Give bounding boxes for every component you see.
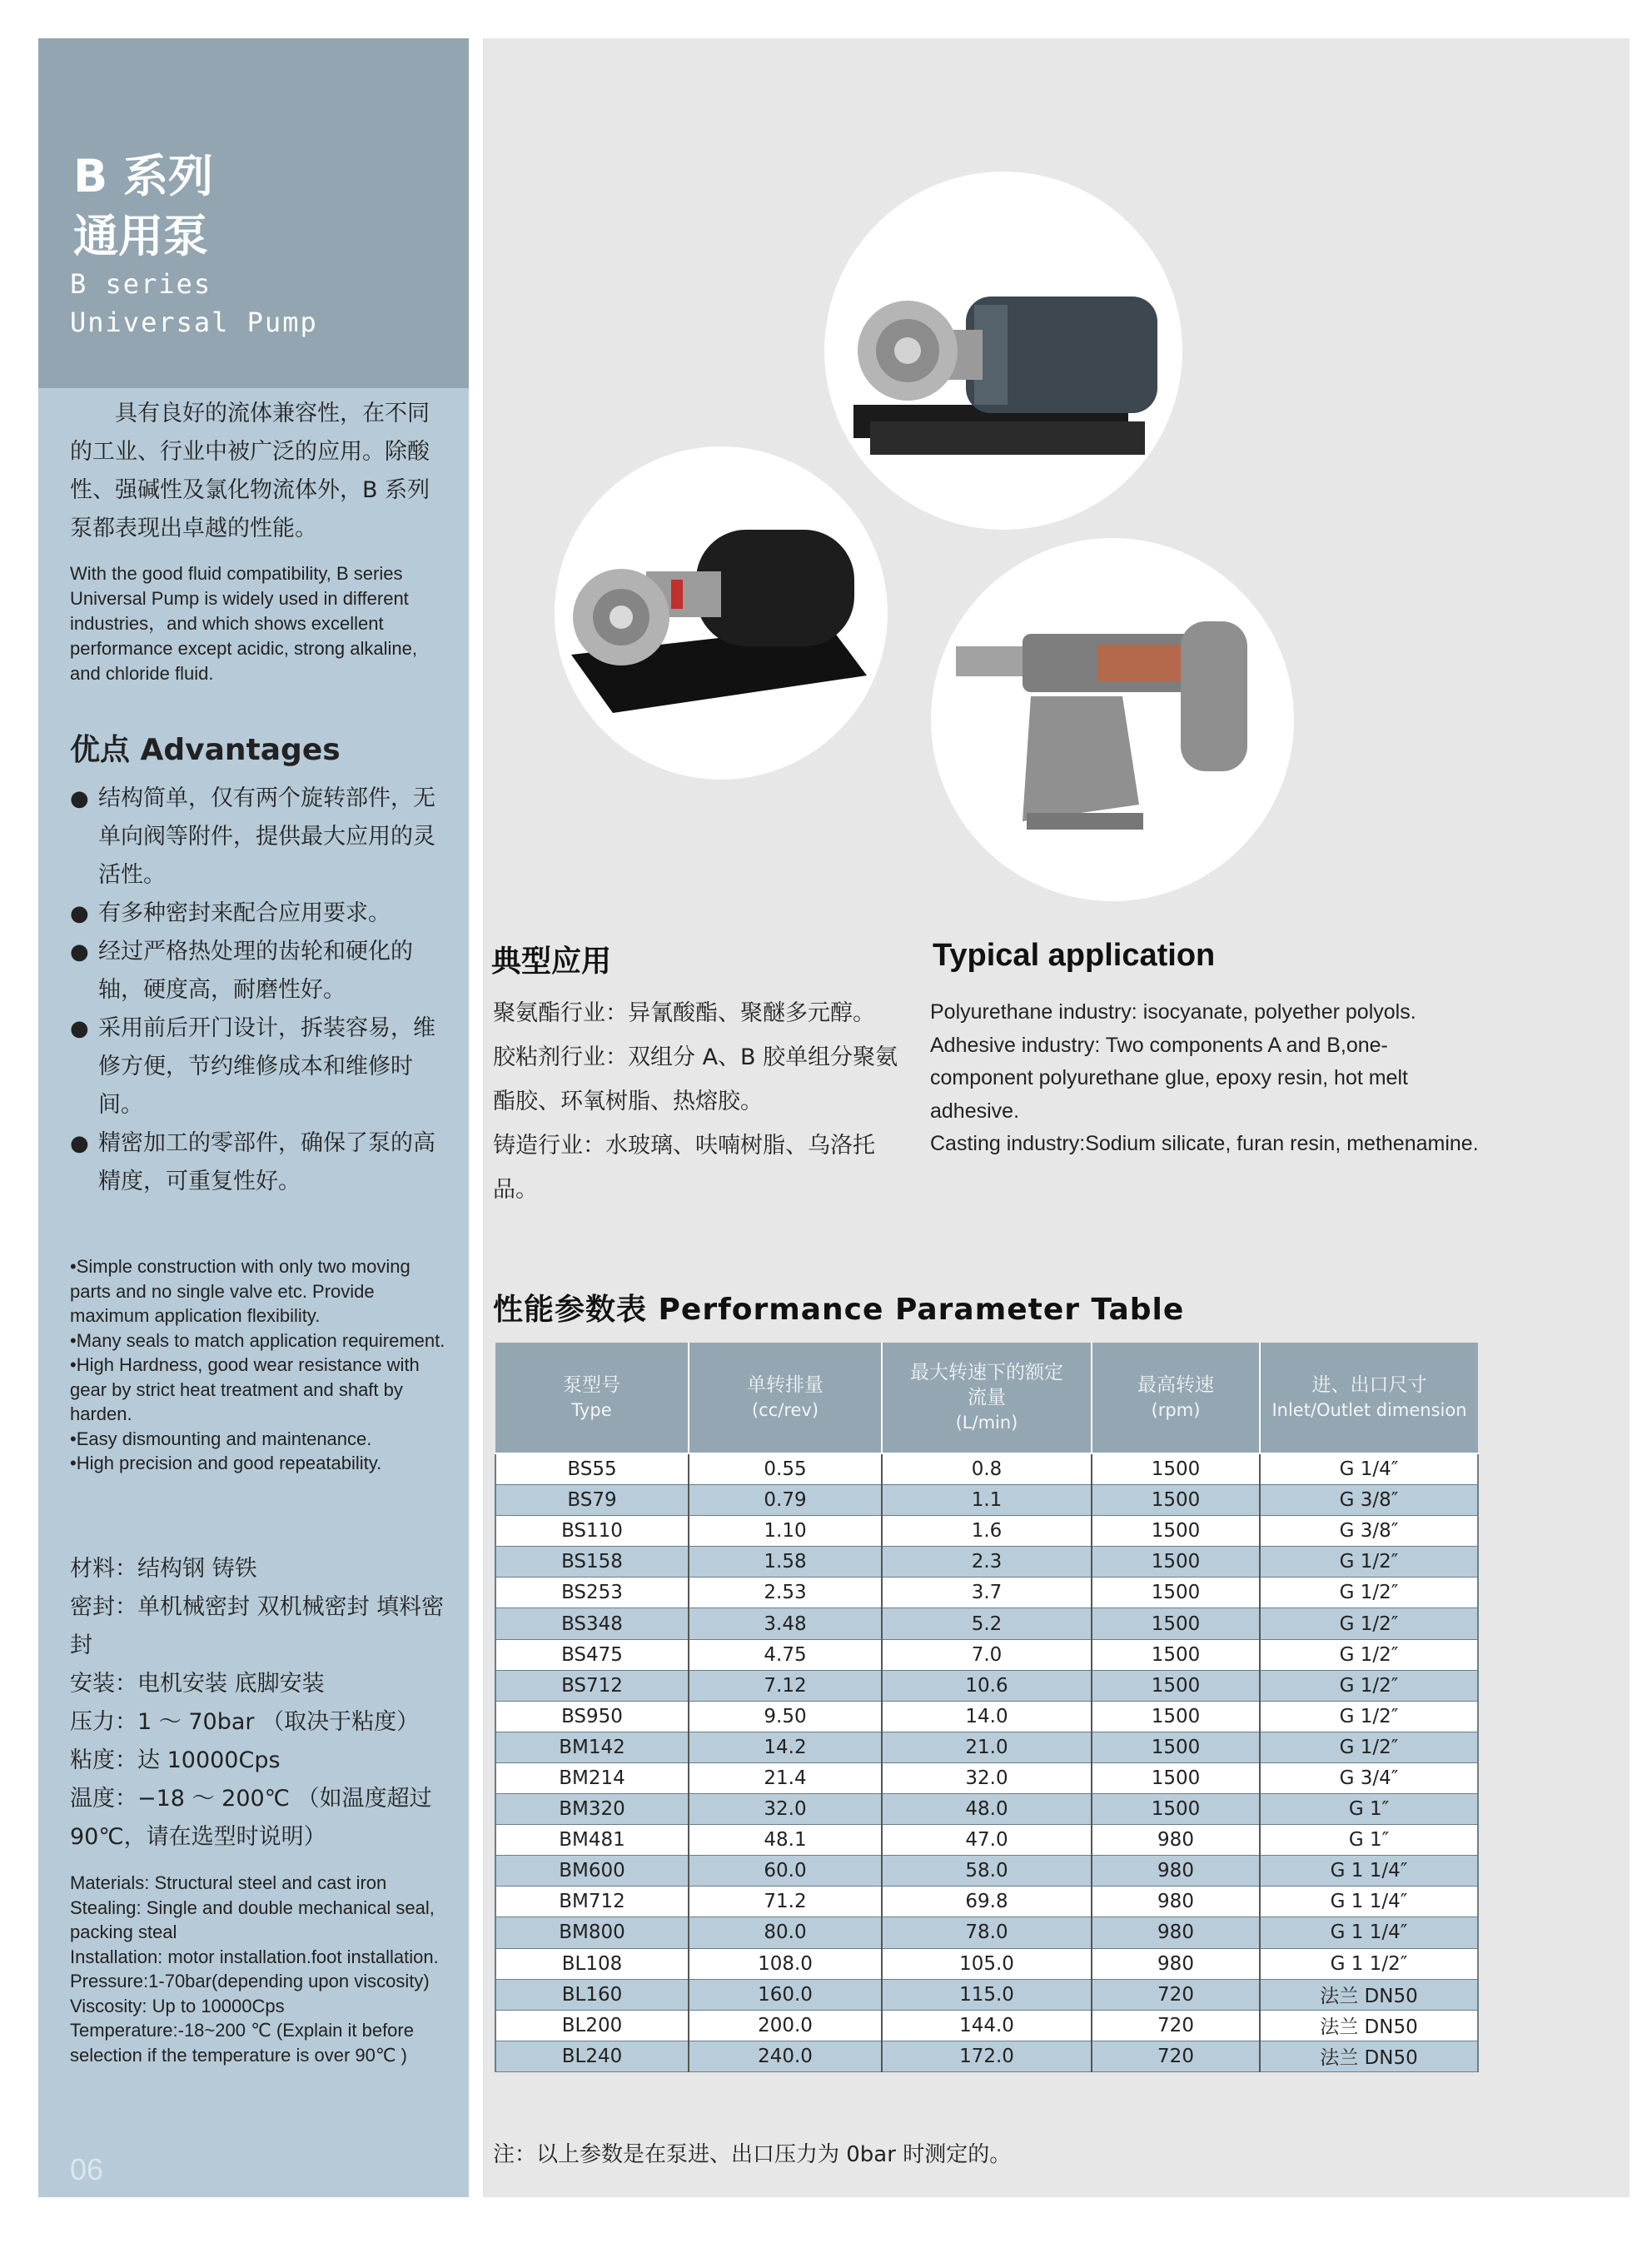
table-cell: 1.6 bbox=[882, 1516, 1092, 1547]
table-row bbox=[495, 2041, 1478, 2071]
page-title-zh bbox=[73, 147, 213, 267]
table-cell: 60.0 bbox=[689, 1856, 882, 1887]
table-cell: 7.0 bbox=[882, 1639, 1092, 1670]
table-title: 性能参数表 Performance Parameter Table bbox=[493, 1293, 1185, 1327]
table-row bbox=[495, 1887, 1478, 1917]
specs-en bbox=[70, 1871, 457, 2067]
header-zh: 最高转速 bbox=[1137, 1374, 1214, 1396]
advantage-en-item: •High Hardness, good wear resistance with gear by strict heat treatment and shaft by harden. bbox=[70, 1354, 420, 1424]
header-en: (rpm) bbox=[1151, 1400, 1201, 1420]
pump-black-motor-photo bbox=[555, 446, 888, 780]
advantage-item: ● 采用前后开门设计，拆装容易，维修方便，节约维修成本和维修时间。 bbox=[70, 1009, 453, 1124]
table-row bbox=[495, 1762, 1478, 1793]
header-zh: 泵型号 bbox=[563, 1374, 620, 1396]
table-cell: G 1/2″ bbox=[1260, 1732, 1478, 1762]
pump-cutaway-photo bbox=[931, 538, 1294, 901]
table-row bbox=[495, 1856, 1478, 1887]
table-cell: G 1/2″ bbox=[1260, 1608, 1478, 1639]
table-cell: G 1/2″ bbox=[1260, 1578, 1478, 1608]
intro-zh bbox=[70, 395, 449, 548]
table-cell: 980 bbox=[1092, 1825, 1260, 1856]
table-row bbox=[495, 1948, 1478, 1979]
header-en: (L/min) bbox=[955, 1413, 1018, 1433]
table-cell: 1500 bbox=[1092, 1794, 1260, 1825]
table-cell: BL160 bbox=[495, 1979, 689, 2010]
table-cell: 1.58 bbox=[689, 1547, 882, 1578]
table-cell: BM600 bbox=[495, 1856, 689, 1887]
table-cell: G 1/2″ bbox=[1260, 1701, 1478, 1732]
table-cell: G 1″ bbox=[1260, 1825, 1478, 1856]
table-row bbox=[495, 1453, 1478, 1485]
table-cell: 108.0 bbox=[689, 1948, 882, 1979]
table-cell: G 1″ bbox=[1260, 1794, 1478, 1825]
advantage-en-item: •High precision and good repeatability. bbox=[70, 1453, 382, 1473]
spec-zh-item: 压力：1 ～ 70bar （取决于粘度） bbox=[70, 1709, 420, 1735]
table-cell: BM320 bbox=[495, 1794, 689, 1825]
spec-en-item: Installation: motor installation.foot installation. bbox=[70, 1946, 439, 1967]
performance-table bbox=[495, 1343, 1479, 2072]
specs-zh bbox=[70, 1550, 457, 1857]
advantage-en-item: •Many seals to match application requirement. bbox=[70, 1329, 445, 1351]
table-cell: 980 bbox=[1092, 1948, 1260, 1979]
title-en-line1: B series bbox=[70, 268, 212, 300]
spec-en-item: Viscosity: Up to 10000Cps bbox=[70, 1995, 285, 2016]
table-cell: 21.4 bbox=[689, 1762, 882, 1793]
pump-cutaway-illustration bbox=[931, 538, 1294, 901]
table-cell: BS348 bbox=[495, 1608, 689, 1639]
table-cell: 69.8 bbox=[882, 1887, 1092, 1917]
table-cell: BM214 bbox=[495, 1762, 689, 1793]
page-title-en bbox=[70, 265, 318, 341]
table-cell: 980 bbox=[1092, 1856, 1260, 1887]
application-zh bbox=[493, 991, 909, 1212]
table-cell: 1500 bbox=[1092, 1485, 1260, 1516]
table-row bbox=[495, 1794, 1478, 1825]
table-cell: 1500 bbox=[1092, 1453, 1260, 1485]
table-cell: G 1 1/2″ bbox=[1260, 1948, 1478, 1979]
table-cell: 1500 bbox=[1092, 1670, 1260, 1701]
table-body bbox=[495, 1453, 1478, 2071]
table-cell: BM142 bbox=[495, 1732, 689, 1762]
table-cell: G 1/4″ bbox=[1260, 1453, 1478, 1485]
table-header-cell bbox=[882, 1343, 1092, 1453]
advantage-item: ● 结构简单，仅有两个旋转部件，无单向阀等附件，提供最大应用的灵活性。 bbox=[70, 780, 453, 895]
table-cell: 21.0 bbox=[882, 1732, 1092, 1762]
intro-en: With the good fluid compatibility, B series Universal Pump is widely used in different industries，and which shows excellent performance except acidic, strong alkaline, and chloride fluid. bbox=[70, 563, 417, 684]
table-header-row bbox=[495, 1343, 1478, 1453]
table-cell: BL240 bbox=[495, 2041, 689, 2071]
header-en: Type bbox=[571, 1400, 612, 1420]
table-cell: 32.0 bbox=[882, 1762, 1092, 1793]
advantage-item: ● 经过严格热处理的齿轮和硬化的轴，硬度高，耐磨性好。 bbox=[70, 933, 453, 1009]
table-cell: 48.1 bbox=[689, 1825, 882, 1856]
table-cell: BS253 bbox=[495, 1578, 689, 1608]
table-cell: 3.7 bbox=[882, 1578, 1092, 1608]
table-row bbox=[495, 1608, 1478, 1639]
table-cell: 78.0 bbox=[882, 1917, 1092, 1948]
table-cell: 14.0 bbox=[882, 1701, 1092, 1732]
table-row bbox=[495, 1825, 1478, 1856]
table-cell: G 1/2″ bbox=[1260, 1670, 1478, 1701]
table-cell: 1.10 bbox=[689, 1516, 882, 1547]
table-cell: BS158 bbox=[495, 1547, 689, 1578]
table-row bbox=[495, 1516, 1478, 1547]
table-cell: 1500 bbox=[1092, 1547, 1260, 1578]
table-cell: 200.0 bbox=[689, 2010, 882, 2041]
table-cell: 7.12 bbox=[689, 1670, 882, 1701]
advantages-heading: 优点 Advantages bbox=[70, 733, 341, 767]
spec-zh-item: 粘度：达 10000Cps bbox=[70, 1747, 281, 1773]
table-header-cell bbox=[1260, 1343, 1478, 1453]
table-cell: 2.3 bbox=[882, 1547, 1092, 1578]
table-cell: 2.53 bbox=[689, 1578, 882, 1608]
table-cell: 1500 bbox=[1092, 1608, 1260, 1639]
application-zh-line: 铸造行业：水玻璃、呋喃树脂、乌洛托品。 bbox=[493, 1133, 875, 1203]
table-cell: 58.0 bbox=[882, 1856, 1092, 1887]
advantage-en-item: •Simple construction with only two moving parts and no single valve etc. Provide maximum application flexibility. bbox=[70, 1256, 411, 1326]
table-cell: 0.8 bbox=[882, 1453, 1092, 1485]
table-cell: G 3/8″ bbox=[1260, 1516, 1478, 1547]
table-row bbox=[495, 1578, 1478, 1608]
table-row bbox=[495, 1979, 1478, 2010]
table-cell: BS110 bbox=[495, 1516, 689, 1547]
table-cell: 48.0 bbox=[882, 1794, 1092, 1825]
table-cell: 法兰 DN50 bbox=[1260, 1979, 1478, 2010]
advantages-en bbox=[70, 1254, 453, 1476]
application-en-line: Casting industry:Sodium silicate, furan resin, methenamine. bbox=[930, 1132, 1479, 1155]
table-row bbox=[495, 1639, 1478, 1670]
advantage-item: ● 有多种密封来配合应用要求。 bbox=[70, 895, 453, 933]
table-cell: 法兰 DN50 bbox=[1260, 2041, 1478, 2071]
spec-zh-item: 安装：电机安装 底脚安装 bbox=[70, 1671, 325, 1697]
table-cell: 720 bbox=[1092, 1979, 1260, 2010]
table-note: 注：以上参数是在泵进、出口压力为 0bar 时测定的。 bbox=[493, 2142, 1012, 2167]
table-cell: 144.0 bbox=[882, 2010, 1092, 2041]
application-zh-line: 胶粘剂行业：双组分 A、B 胶单组分聚氨酯胶、环氧树脂、热熔胶。 bbox=[493, 1044, 898, 1114]
header-en: (cc/rev) bbox=[751, 1400, 819, 1420]
table-cell: 5.2 bbox=[882, 1608, 1092, 1639]
table-header-cell bbox=[1092, 1343, 1260, 1453]
title-zh-line1: B 系列 bbox=[73, 150, 213, 202]
application-en bbox=[930, 996, 1480, 1161]
table-cell: BL200 bbox=[495, 2010, 689, 2041]
table-cell: G 3/4″ bbox=[1260, 1762, 1478, 1793]
table-cell: BS712 bbox=[495, 1670, 689, 1701]
header-zh: 进、出口尺寸 bbox=[1311, 1374, 1427, 1396]
table-cell: BS55 bbox=[495, 1453, 689, 1485]
table-row bbox=[495, 1917, 1478, 1948]
table-cell: BS950 bbox=[495, 1701, 689, 1732]
table-cell: 105.0 bbox=[882, 1948, 1092, 1979]
table-cell: 1.1 bbox=[882, 1485, 1092, 1516]
title-zh-line2: 通用泵 bbox=[73, 210, 208, 262]
table-cell: 980 bbox=[1092, 1917, 1260, 1948]
table-cell: G 1 1/4″ bbox=[1260, 1917, 1478, 1948]
main-panel bbox=[483, 38, 1630, 2197]
table-cell: 法兰 DN50 bbox=[1260, 2010, 1478, 2041]
table-cell: 980 bbox=[1092, 1887, 1260, 1917]
spec-zh-item: 温度：−18 ～ 200℃ （如温度超过 90℃，请在选型时说明） bbox=[70, 1786, 432, 1850]
table-cell: BS79 bbox=[495, 1485, 689, 1516]
sidebar bbox=[38, 38, 469, 2197]
table-row bbox=[495, 1485, 1478, 1516]
table-cell: 47.0 bbox=[882, 1825, 1092, 1856]
intro-zh-text: 具有良好的流体兼容性，在不同的工业、行业中被广泛的应用。除酸性、强碱性及氯化物流体外，B 系列泵都表现出卓越的性能。 bbox=[70, 401, 430, 541]
table-cell: G 3/8″ bbox=[1260, 1485, 1478, 1516]
spec-en-item: Pressure:1-70bar(depending upon viscosity) bbox=[70, 1971, 430, 1991]
table-cell: 71.2 bbox=[689, 1887, 882, 1917]
spec-en-item: Materials: Structural steel and cast iron bbox=[70, 1872, 387, 1893]
table-cell: BL108 bbox=[495, 1948, 689, 1979]
table-row bbox=[495, 1701, 1478, 1732]
table-cell: 80.0 bbox=[689, 1917, 882, 1948]
table-cell: 14.2 bbox=[689, 1732, 882, 1762]
table-header-cell bbox=[495, 1343, 689, 1453]
table-cell: BM481 bbox=[495, 1825, 689, 1856]
table-cell: 9.50 bbox=[689, 1701, 882, 1732]
table-cell: 172.0 bbox=[882, 2041, 1092, 2071]
table-cell: 10.6 bbox=[882, 1670, 1092, 1701]
table-cell: 1500 bbox=[1092, 1516, 1260, 1547]
table-cell: 1500 bbox=[1092, 1762, 1260, 1793]
table-cell: 115.0 bbox=[882, 1979, 1092, 2010]
table-cell: 0.55 bbox=[689, 1453, 882, 1485]
table-cell: BS475 bbox=[495, 1639, 689, 1670]
table-row bbox=[495, 2010, 1478, 2041]
table-cell: 160.0 bbox=[689, 1979, 882, 2010]
table-cell: 4.75 bbox=[689, 1639, 882, 1670]
application-heading-zh: 典型应用 bbox=[491, 945, 612, 979]
application-en-line: Adhesive industry: Two components A and B,one-component polyurethane glue, epoxy resin, hot melt adhesive. bbox=[930, 1033, 1408, 1123]
page-number: 06 bbox=[70, 2152, 104, 2186]
header-zh: 最大转速下的额定流量 bbox=[910, 1362, 1063, 1408]
application-zh-line: 聚氨酯行业：异氰酸酯、聚醚多元醇。 bbox=[493, 1000, 875, 1026]
title-block bbox=[38, 38, 469, 388]
table-cell: 1500 bbox=[1092, 1639, 1260, 1670]
table-cell: 1500 bbox=[1092, 1578, 1260, 1608]
table-cell: 32.0 bbox=[689, 1794, 882, 1825]
table-row bbox=[495, 1547, 1478, 1578]
header-zh: 单转排量 bbox=[747, 1374, 824, 1396]
table-header-cell bbox=[689, 1343, 882, 1453]
table-cell: 0.79 bbox=[689, 1485, 882, 1516]
spec-zh-item: 材料：结构钢 铸铁 bbox=[70, 1556, 257, 1582]
table-cell: G 1 1/4″ bbox=[1260, 1856, 1478, 1887]
table-row bbox=[495, 1670, 1478, 1701]
table-cell: 720 bbox=[1092, 2041, 1260, 2071]
application-heading-en: Typical application bbox=[933, 938, 1216, 973]
table-cell: 240.0 bbox=[689, 2041, 882, 2071]
application-en-line: Polyurethane industry: isocyanate, polyether polyols. bbox=[930, 1000, 1416, 1024]
advantage-item: ● 精密加工的零部件，确保了泵的高精度，可重复性好。 bbox=[70, 1124, 453, 1201]
pump-black-motor-illustration bbox=[555, 446, 888, 780]
table-cell: 1500 bbox=[1092, 1701, 1260, 1732]
table-cell: 3.48 bbox=[689, 1608, 882, 1639]
advantage-en-item: •Easy dismounting and maintenance. bbox=[70, 1428, 372, 1449]
spec-en-item: Stealing: Single and double mechanical seal, packing steal bbox=[70, 1897, 435, 1942]
table-cell: 720 bbox=[1092, 2010, 1260, 2041]
spec-en-item: Temperature:-18~200 ℃ (Explain it before selection if the temperature is over 90℃ ) bbox=[70, 2020, 414, 2066]
table-cell: G 1/2″ bbox=[1260, 1639, 1478, 1670]
table-cell: G 1 1/4″ bbox=[1260, 1887, 1478, 1917]
advantages-list bbox=[70, 780, 453, 1201]
table-cell: 1500 bbox=[1092, 1732, 1260, 1762]
table-row bbox=[495, 1732, 1478, 1762]
table-cell: BM800 bbox=[495, 1917, 689, 1948]
header-en: Inlet/Outlet dimension bbox=[1271, 1400, 1467, 1420]
table-cell: G 1/2″ bbox=[1260, 1547, 1478, 1578]
table-cell: BM712 bbox=[495, 1887, 689, 1917]
spec-zh-item: 密封：单机械密封 双机械密封 填料密封 bbox=[70, 1594, 445, 1658]
title-en-line2: Universal Pump bbox=[70, 307, 318, 338]
